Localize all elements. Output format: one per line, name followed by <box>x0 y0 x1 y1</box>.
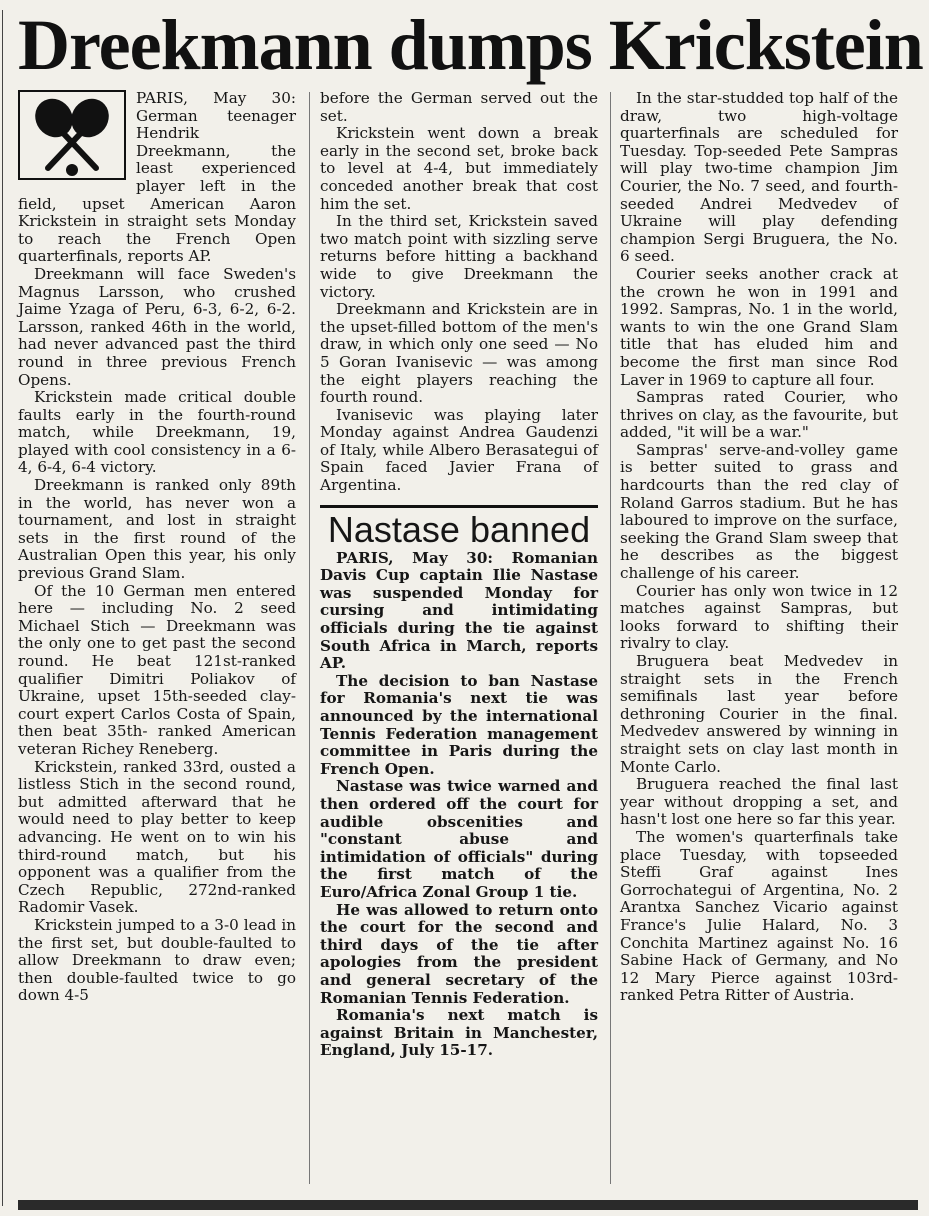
crossed-tennis-rackets-icon <box>18 90 126 180</box>
paragraph: Ivanisevic was playing later Monday against Andrea Gaudenzi of Italy, while Albero Berasategui of Spain faced Javier Frana of Argentina. <box>320 405 598 495</box>
paragraph: Krickstein made critical double faults early in the fourth-round match, while Dreekmann, 19, played with cool consistency in a 6-4, 6-4, 6-4 victory. <box>18 388 296 477</box>
paragraph: Dreekmann is ranked only 89th in the world, has never won a tournament, and lost in straight sets in the first round of the Australian Open this year, his only previous Grand Slam. <box>18 476 296 583</box>
paragraph: Nastase was twice warned and then ordered off the court for audible obscenities and "constant abuse and intimidation of officials" during the first match of the Euro/Africa Zonal Group 1 tie. <box>320 777 598 901</box>
paragraph: In the star-studded top half of the draw, two high-voltage quarterfinals are scheduled for Tuesday. Top-seeded Pete Sampras will play two-time champion Jim Courier, the No. 7 seed, and fourth-seeded Andrei Medvedev of Ukraine will play defending champion Sergi Bruguera, the No. 6 seed. <box>620 89 898 266</box>
paragraph: He was allowed to return onto the court for the second and third days of the tie after apologies from the president and general secretary of the Romanian Tennis Federation. <box>320 900 598 1007</box>
subhead-title: Nastase banned <box>327 508 591 550</box>
paragraph: Courier has only won twice in 12 matches against Sampras, but looks forward to shifting their rivalry to clay. <box>620 581 898 653</box>
paragraph: Sampras' serve-and-volley game is better suited to grass and hardcourts than the red clay of Roland Garros stadium. But he has laboured to improve on the surface, seeking the Grand Slam sweep that he describes as the biggest challenge of his career. <box>620 440 898 583</box>
paragraph: The decision to ban Nastase for Romania's next tie was announced by the international Tennis Federation management committee in Paris during the French Open. <box>320 671 598 778</box>
article-column-2 <box>320 90 598 1060</box>
paragraph: before the German served out the set. <box>320 89 598 125</box>
article-column-3 <box>620 90 898 1005</box>
nastase-article <box>320 550 598 1060</box>
left-border-rule <box>2 10 3 1206</box>
paragraph: Dreekmann and Krickstein are in the upset-filled bottom of the men's draw, in which only one seed — No 5 Goran Ivanisevic — was among the eight players reaching the fourth round. <box>320 300 598 407</box>
paragraph: PARIS, May 30: Romanian Davis Cup captain Ilie Nastase was suspended Monday for cursing and intimidating officials during the tie against South Africa in March, reports AP. <box>320 548 598 673</box>
column-divider-1 <box>309 92 310 1184</box>
article-column-1 <box>18 90 296 1005</box>
column-divider-2 <box>610 92 611 1184</box>
paragraph: In the third set, Krickstein saved two match point with sizzling serve returns before hitting a backhand wide to give Dreekmann the victory. <box>320 212 598 301</box>
paragraph: Romania's next match is against Britain in Manchester, England, July 15-17. <box>320 1006 598 1060</box>
paragraph: Krickstein, ranked 33rd, ousted a listless Stich in the second round, but admitted afterward that he would need to play better to keep advancing. He went on to win his third-round match, but his opponent was a qualifier from the Czech Republic, 272nd-ranked Radomir Vasek. <box>18 757 296 917</box>
bottom-border-bar <box>18 1200 918 1210</box>
paragraph: Sampras rated Courier, who thrives on clay, as the favourite, but added, "it will be a war." <box>620 388 898 442</box>
paragraph: Of the 10 German men entered here — including No. 2 seed Michael Stich — Dreekmann was the only one to get past the second round. He beat 121st-ranked qualifier Dimitri Poliakov of Ukraine, upset 15th-seeded clay-court expert Carlos Costa of Spain, then beat 35th- ranked American veteran Richey Reneberg. <box>18 581 296 758</box>
paragraph: Dreekmann will face Sweden's Magnus Larsson, who crushed Jaime Yzaga of Peru, 6-3, 6-2, 6-2. Larsson, ranked 46th in the world, had never advanced past the third round in three previous French Opens. <box>18 264 296 389</box>
paragraph: Bruguera beat Medvedev in straight sets in the French semifinals last year before dethroning Courier in the final. Medvedev answered by winning in straight sets on clay last month in Monte Carlo. <box>620 652 898 776</box>
paragraph: The women's quarterfinals take place Tuesday, with topseeded Steffi Graf against Ines Gorrochategui of Argentina, No. 2 Arantxa Sanchez Vicario against France's Julie Halard, No. 3 Conchita Martinez against No. 16 Sabine Hack of Germany, and No 12 Mary Pierce against 103rd-ranked Petra Ritter of Austria. <box>620 827 898 1005</box>
paragraph: Krickstein went down a break early in the second set, broke back to level at 4-4, but immediately conceded another break that cost him the set. <box>320 124 598 213</box>
subhead-rule <box>320 505 598 508</box>
paragraph: Krickstein jumped to a 3-0 lead in the first set, but double-faulted to allow Dreekmann to draw even; then double-faulted twice to go down 4-5 <box>18 915 296 1005</box>
paragraph: Courier seeks another crack at the crown he won in 1991 and 1992. Sampras, No. 1 in the world, wants to win the one Grand Slam title that has eluded him and become the first man since Rod Laver in 1969 to capture all four. <box>620 264 898 389</box>
paragraph: PARIS, May 30: German teenager Hendrik Dreekmann, the least experienced player left in the field, upset American Aaron Krickstein in straight sets Monday to reach the French Open quarterfinals, reports AP. <box>18 89 296 266</box>
headline: Dreekmann dumps Krickstein <box>18 5 923 85</box>
paragraph: Bruguera reached the final last year without dropping a set, and hasn't lost one here so far this year. <box>620 775 898 829</box>
